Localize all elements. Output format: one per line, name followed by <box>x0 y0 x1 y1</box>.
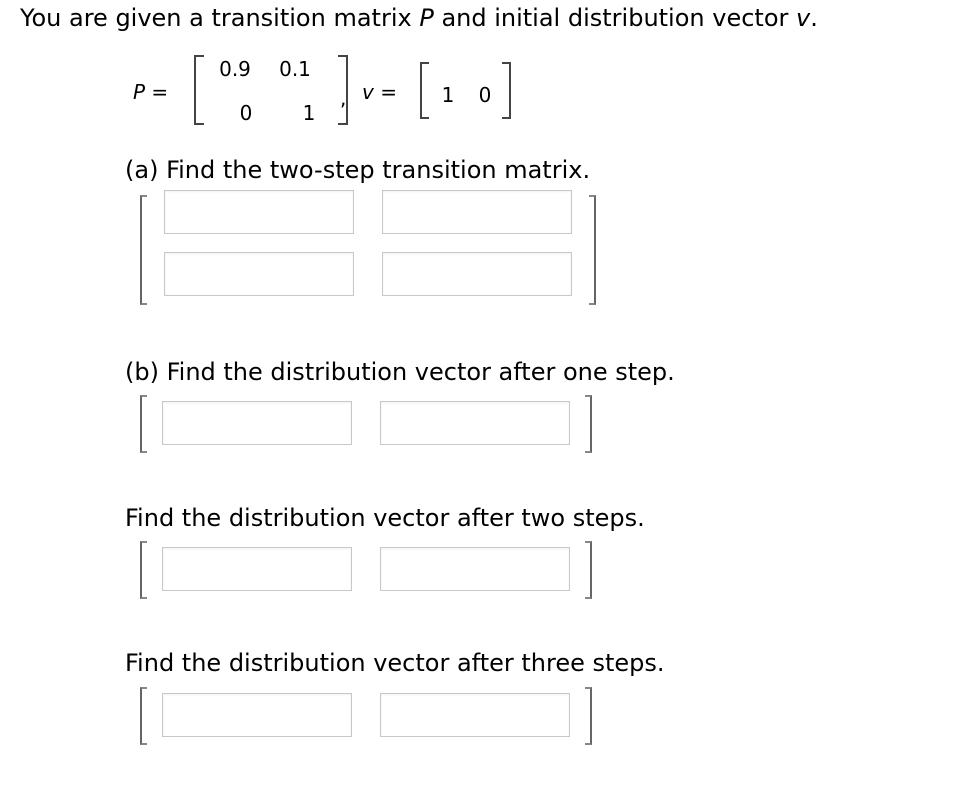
after-one-step-entry-1[interactable] <box>162 401 352 445</box>
two-step-matrix-cell-2-1[interactable] <box>164 252 354 296</box>
vector-v-entry-1: 1 <box>441 83 455 107</box>
after-three-steps-entry-1[interactable] <box>162 693 352 737</box>
after-two-steps-entry-1[interactable] <box>162 547 352 591</box>
part-d-prompt: Find the distribution vector after three steps. <box>125 649 665 677</box>
matrix-p-cell-2-1: 0 <box>239 101 253 125</box>
vector-v-left-bracket <box>420 62 429 119</box>
part-a-prompt: (a) Find the two-step transition matrix. <box>125 156 591 184</box>
vector-3-right-bracket <box>585 687 592 745</box>
vector-v-entry-2: 0 <box>478 83 492 107</box>
vector-2-left-bracket <box>140 541 147 599</box>
two-step-matrix-cell-1-2[interactable] <box>382 190 572 234</box>
vector-1-right-bracket <box>585 395 592 453</box>
vector-v-right-bracket <box>502 62 511 119</box>
matrix-symbol: P <box>419 4 434 32</box>
v-label: v = <box>362 80 397 104</box>
intro-text: You are given a transition matrix <box>20 4 420 32</box>
intro-period: . <box>810 4 818 32</box>
matrix-p-cell-1-1: 0.9 <box>219 57 251 81</box>
matrix-p-cell-1-2: 0.1 <box>279 57 311 81</box>
matrix-p-cell-2-2: 1 <box>302 101 316 125</box>
comma-separator: , <box>340 86 347 110</box>
two-step-matrix-cell-1-1[interactable] <box>164 190 354 234</box>
vector-1-left-bracket <box>140 395 147 453</box>
p-label: P = <box>133 80 169 104</box>
vector-2-right-bracket <box>585 541 592 599</box>
intro-text-middle: and initial distribution vector <box>433 4 797 32</box>
problem-statement <box>20 3 818 33</box>
answer-matrix-left-bracket <box>140 195 147 305</box>
answer-matrix-right-bracket <box>589 195 596 305</box>
vector-symbol: v <box>796 4 811 32</box>
after-one-step-entry-2[interactable] <box>380 401 570 445</box>
two-step-matrix-cell-2-2[interactable] <box>382 252 572 296</box>
matrix-p-left-bracket <box>194 55 204 125</box>
after-three-steps-entry-2[interactable] <box>380 693 570 737</box>
part-b-prompt: (b) Find the distribution vector after one step. <box>125 358 675 386</box>
after-two-steps-entry-2[interactable] <box>380 547 570 591</box>
part-c-prompt: Find the distribution vector after two steps. <box>125 504 645 532</box>
vector-3-left-bracket <box>140 687 147 745</box>
